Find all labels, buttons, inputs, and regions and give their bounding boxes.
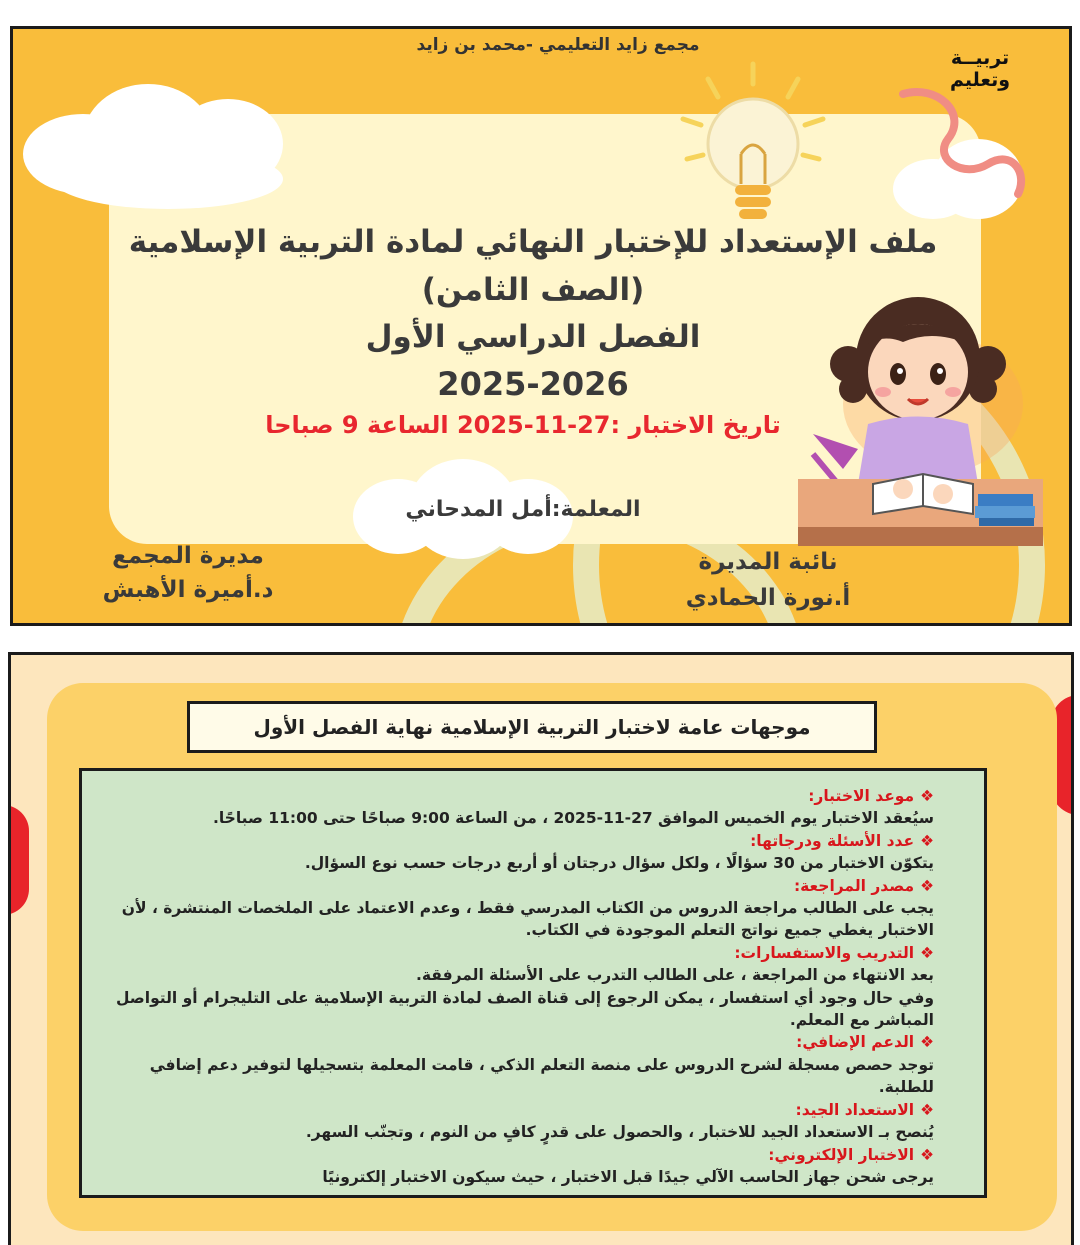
diamond-bullet-icon: ❖ (920, 787, 934, 805)
teacher-name: المعلمة:أمل المدحاني (405, 497, 641, 522)
grade-title: (الصف الثامن) (421, 272, 645, 308)
guideline-section (96, 942, 934, 1032)
guideline-section (96, 1031, 934, 1098)
logo-line: تربيــة (950, 47, 1010, 69)
lightbulb-icon (673, 59, 833, 239)
deputy-role: نائبة المديرة (698, 549, 838, 575)
section-text: يُنصح بـ الاستعداد الجيد للاختبار ، والحصول على قدرٍ كافٍ من النوم ، وتجنّب السهر. (305, 1123, 934, 1142)
diamond-bullet-icon: ❖ (920, 1100, 934, 1119)
section-title: الاستعداد الجيد: (795, 1100, 915, 1119)
academic-year: 2025-2026 (437, 365, 629, 403)
diamond-bullet-icon: ❖ (920, 831, 934, 850)
logo-line: وتعليم (949, 69, 1011, 91)
guideline-section (96, 830, 934, 875)
section-title: الاختبار الإلكتروني: (768, 1145, 915, 1164)
guidelines-box (79, 768, 987, 1198)
principal-role: مديرة المجمع (112, 543, 264, 569)
diamond-bullet-icon: ❖ (920, 1145, 934, 1164)
diamond-bullet-icon: ❖ (920, 1033, 934, 1052)
guideline-section (96, 1099, 934, 1144)
main-title: ملف الإستعداد للإختبار النهائي لمادة التربية الإسلامية (128, 224, 938, 260)
section-text: يرجى شحن جهاز الحاسب الآلي جيدًا قبل الاختبار ، حيث سيكون الاختبار إلكترونيًا (322, 1167, 934, 1186)
exam-date: تاريخ الاختبار :27-11-2025 الساعة 9 صباحا (265, 411, 781, 439)
ministry-logo (935, 47, 1025, 91)
section-text: بعد الانتهاء من المراجعة ، على الطالب التدرب على الأسئلة المرفقة. (416, 966, 934, 985)
cover-slide (10, 26, 1072, 626)
section-text: وفي حال وجود أي استفسار ، يمكن الرجوع إلى قناة الصف لمادة التربية الإسلامية على التليجرام أو التواصل المباشر مع المعلم. (115, 988, 934, 1030)
guidelines-slide (8, 652, 1074, 1245)
section-text: يجب على الطالب مراجعة الدروس من الكتاب المدرسي فقط ، وعدم الاعتماد على الملخصات المنتشرة ، لأن الاختبار يغطي جميع نواتج التعلم الموجودة في الكتاب. (121, 899, 934, 940)
guideline-section (96, 785, 934, 830)
diamond-bullet-icon: ❖ (920, 943, 934, 962)
principal-name: د.أميرة الأهبش (102, 577, 274, 603)
section-text: يتكوّن الاختبار من 30 سؤالًا ، ولكل سؤال درجتان أو أربع درجات حسب نوع السؤال. (304, 854, 934, 873)
decor-shape (8, 805, 29, 915)
squiggle-decoration (898, 84, 1038, 204)
section-title: موعد الاختبار: (808, 787, 915, 805)
section-title: الدعم الإضافي: (796, 1033, 915, 1052)
complex-name: مجمع زايد التعليمي -محمد بن زايد (416, 35, 700, 55)
diamond-bullet-icon: ❖ (920, 876, 934, 895)
section-title: التدريب والاستفسارات: (734, 943, 915, 962)
section-text: توجد حصص مسجلة لشرح الدروس على منصة التعلم الذكي ، قامت المعلمة بتسجيلها لتوفير دعم إضافي للطلبة. (149, 1055, 934, 1097)
guideline-section (96, 1144, 934, 1189)
guideline-section (96, 875, 934, 942)
deputy-name: أ.نورة الحمادي (685, 585, 851, 611)
term-title: الفصل الدراسي الأول (365, 319, 701, 355)
section-title: مصدر المراجعة: (793, 876, 915, 895)
section-text: سيُعقد الاختبار يوم الخميس الموافق 27-11-2025 ، من الساعة 9:00 صباحًا حتى 11:00 صباحًا. (212, 809, 934, 828)
section-title: عدد الأسئلة ودرجاتها: (750, 831, 915, 850)
guidelines-heading: موجهات عامة لاختبار التربية الإسلامية نهاية الفصل الأول (187, 701, 877, 753)
